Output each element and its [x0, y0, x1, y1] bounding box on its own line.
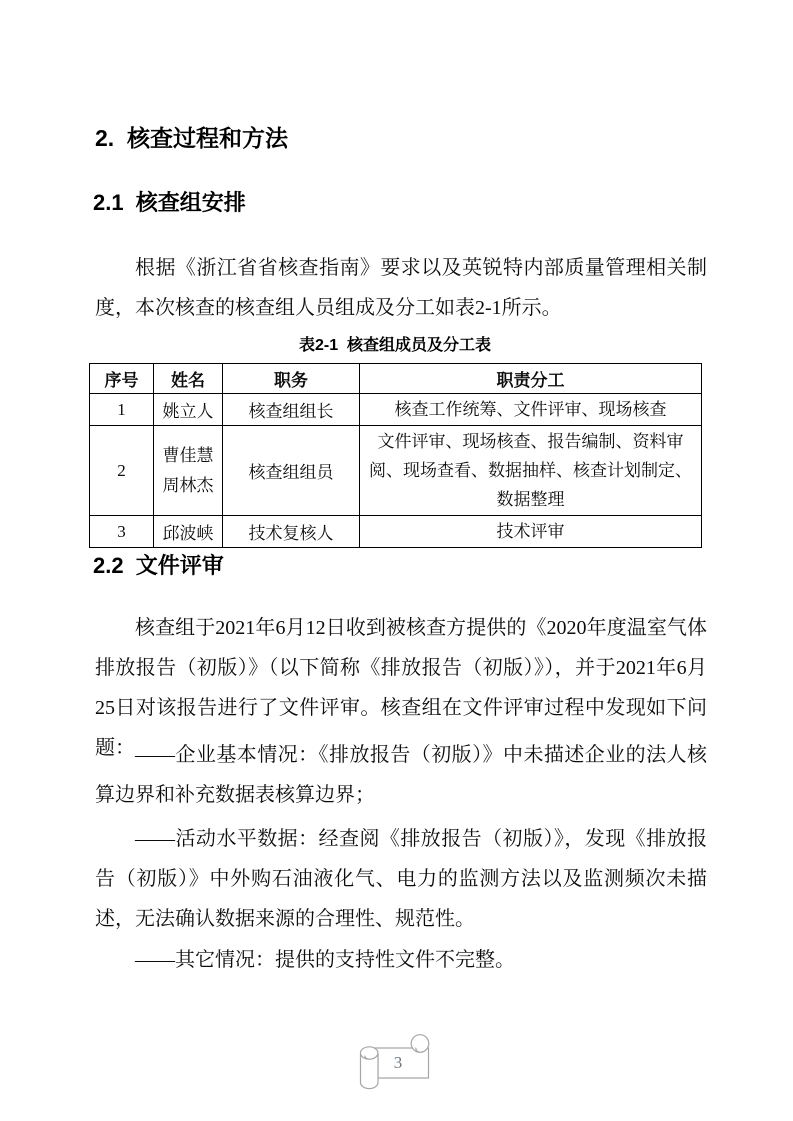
paragraph-team-arrangement: 根据《浙江省省核查指南》要求以及英锐特内部质量管理相关制度，本次核查的核查组人员组成及分工如表2-1所示。 — [95, 257, 707, 319]
cell-name: 姚立人 — [154, 394, 223, 426]
col-header-name: 姓名 — [154, 364, 223, 394]
section-heading-2-1: 2.1 核查组安排 — [93, 190, 246, 215]
chapter-heading: 2. 核查过程和方法 — [95, 125, 288, 151]
section-heading-2-2: 2.2 文件评审 — [93, 553, 224, 578]
table-row — [90, 516, 702, 548]
bullet-other: ——其它情况：提供的支持性文件不完整。 — [135, 949, 515, 971]
cell-role: 核查组组员 — [223, 426, 360, 516]
bullet-basic-info: ——企业基本情况：《排放报告（初版）》中未描述企业的法人核算边界和补充数据表核算边界； — [95, 744, 707, 806]
col-header-no: 序号 — [90, 364, 154, 394]
cell-duty: 技术评审 — [360, 516, 702, 548]
paragraph-document-review: 核查组于2021年6月12日收到被核查方提供的《2020年度温室气体排放报告（初版）》（以下简称《排放报告（初版）》），并于2021年6月25日对该报告进行了文件评审。核查组在文件评审过程中发现如下问题： — [95, 617, 707, 759]
table-row — [90, 426, 702, 516]
cell-name — [154, 426, 223, 516]
col-header-duty: 职责分工 — [360, 364, 702, 394]
table-caption: 表2-1 核查组成员及分工表 — [298, 337, 492, 354]
bullet-activity-data: ——活动水平数据：经查阅《排放报告（初版）》，发现《排放报告（初版）》中外购石油液化气、电力的监测方法以及监测频次未描述，无法确认数据来源的合理性、规范性。 — [95, 828, 707, 930]
cell-name: 邱波峡 — [154, 516, 223, 548]
name-line: 曹佳慧 — [162, 445, 214, 465]
name-line: 周林杰 — [162, 475, 214, 495]
cell-role: 核查组组长 — [223, 394, 360, 426]
cell-no: 3 — [90, 516, 154, 548]
cell-no: 2 — [90, 426, 154, 516]
cell-duty: 核查工作统筹、文件评审、现场核查 — [360, 394, 702, 426]
cell-no: 1 — [90, 394, 154, 426]
table-row — [90, 394, 702, 426]
team-table — [89, 363, 702, 548]
page-number: 3 — [393, 1053, 403, 1072]
col-header-role: 职务 — [223, 364, 360, 394]
cell-duty: 文件评审、现场核查、报告编制、资料审阅、现场查看、数据抽样、核查计划制定、数据整理 — [360, 426, 702, 516]
table-header-row — [90, 364, 702, 394]
cell-role: 技术复核人 — [223, 516, 360, 548]
